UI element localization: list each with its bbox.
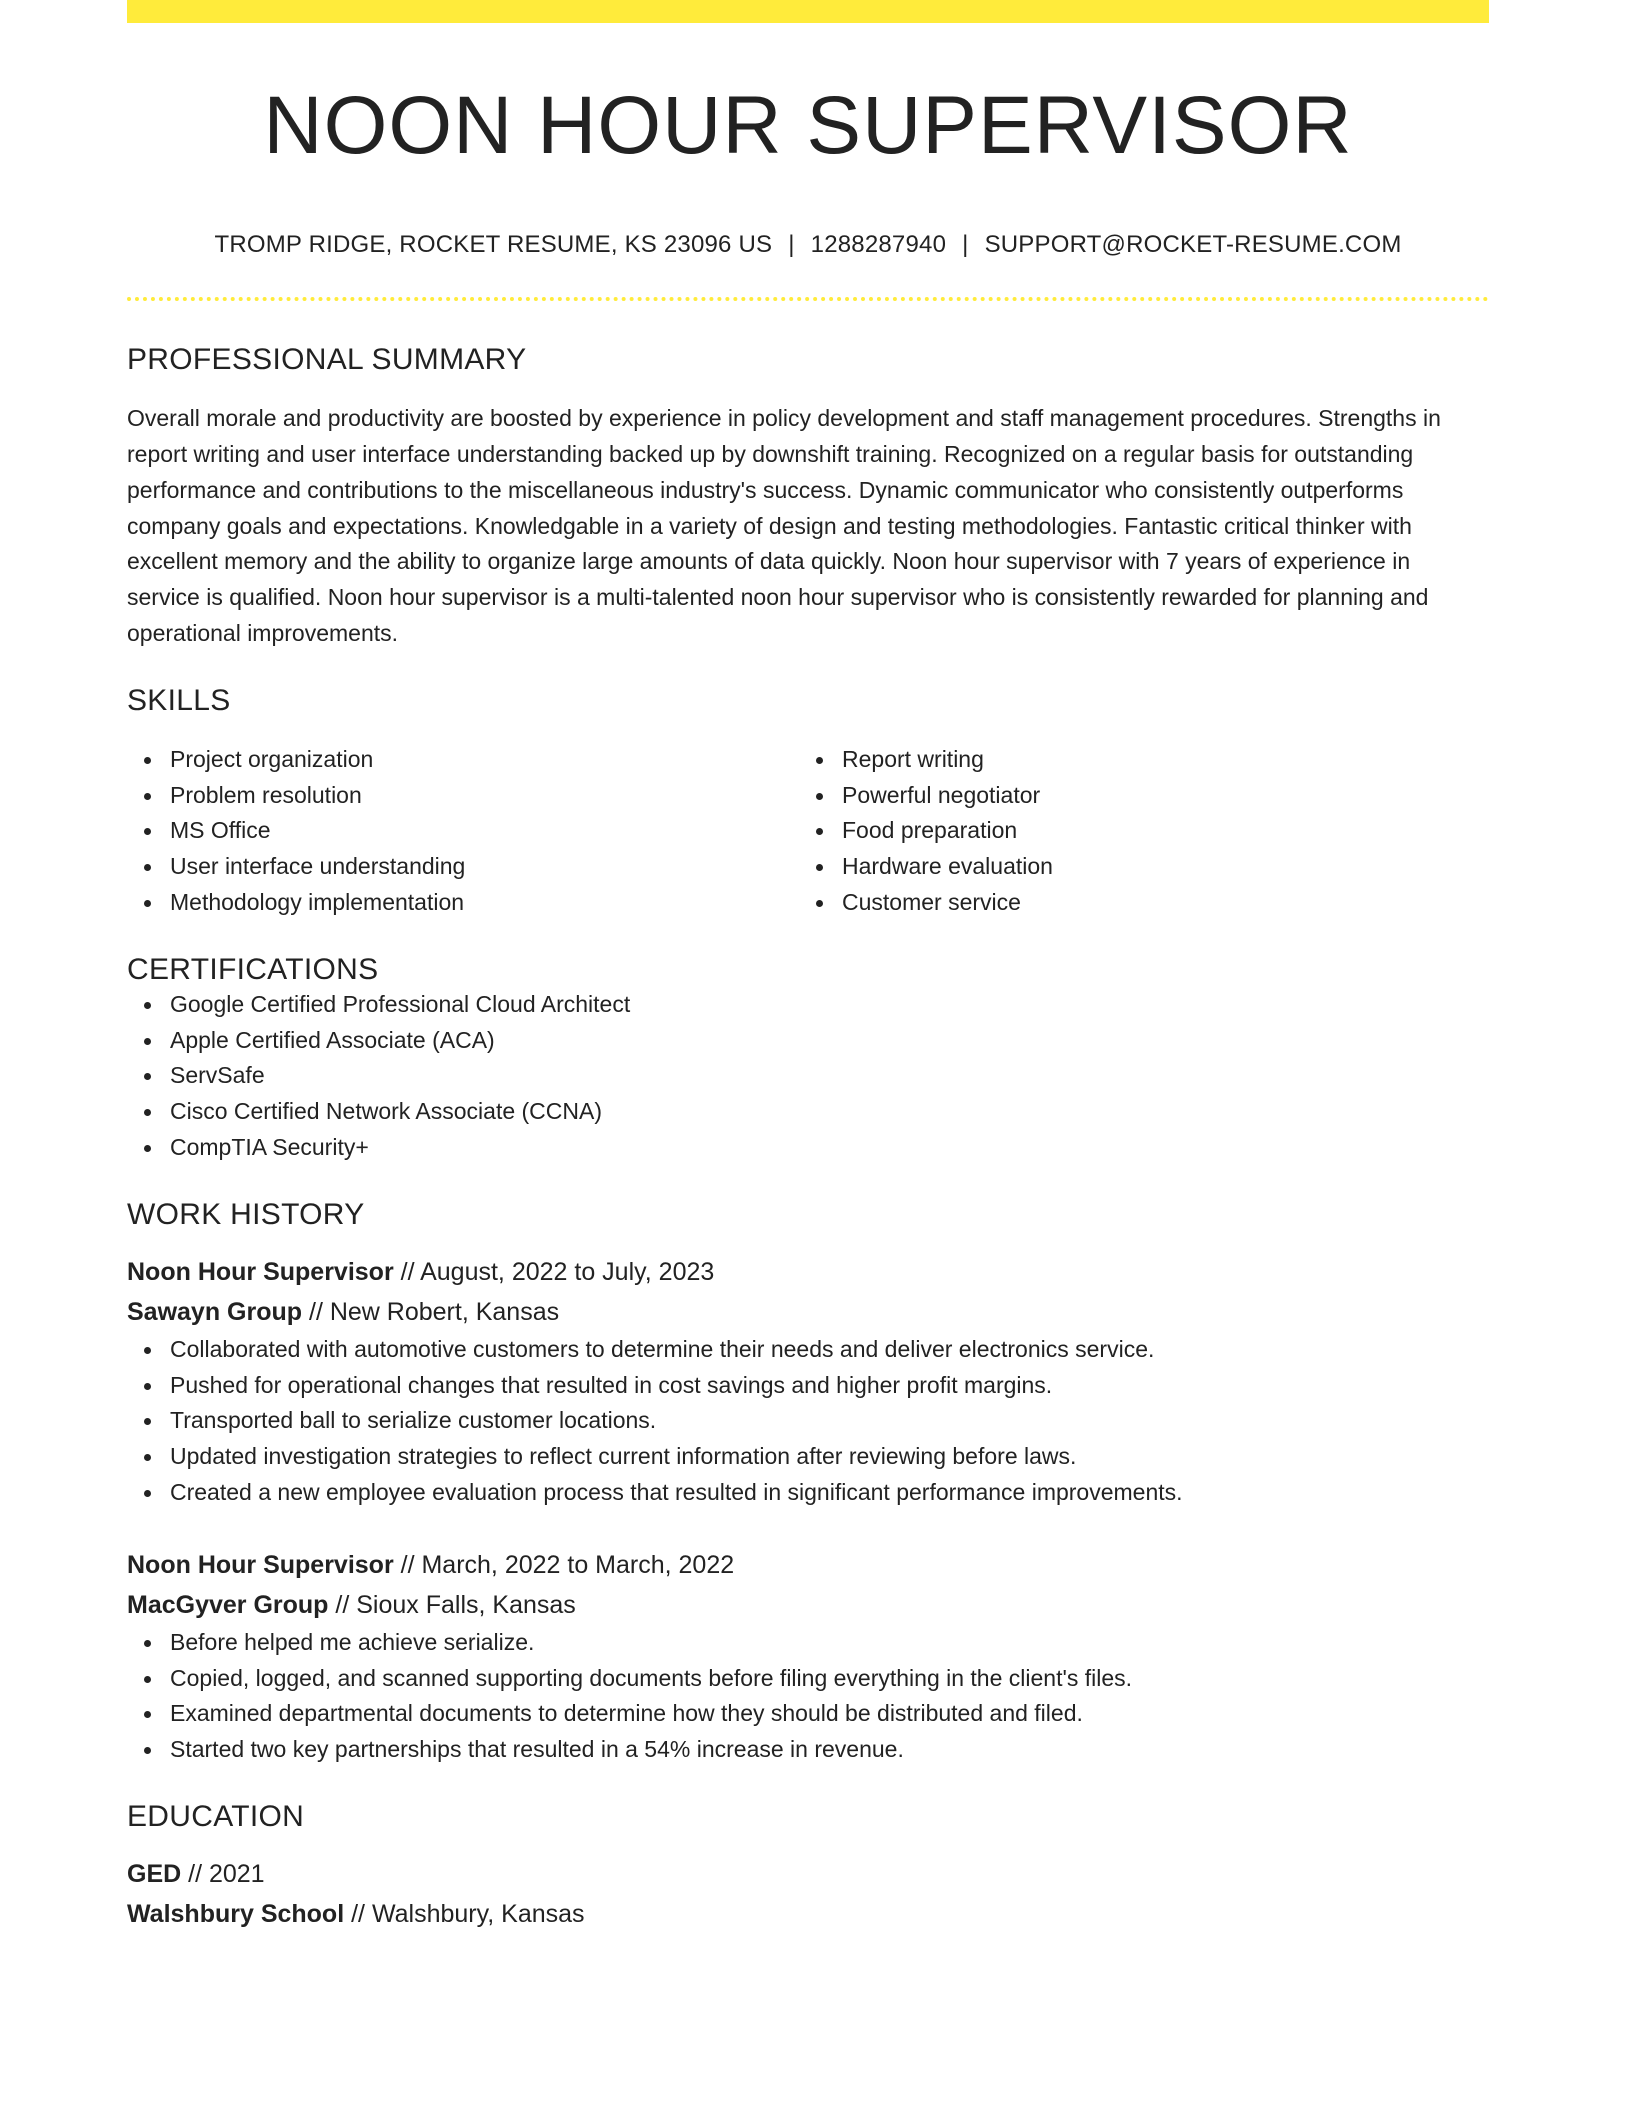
- bullet-icon: [144, 1676, 151, 1683]
- education-school: Walshbury School: [127, 1899, 345, 1928]
- contact-line: [127, 231, 1489, 259]
- skill-item: Report writing: [799, 742, 1471, 778]
- skills-heading: SKILLS: [127, 683, 231, 717]
- contact-address: TROMP RIDGE, ROCKET RESUME, KS 23096 US: [214, 231, 773, 259]
- job-bullet: Before helped me achieve serialize.: [127, 1625, 1489, 1661]
- education-heading: EDUCATION: [127, 1799, 305, 1833]
- bullet-icon: [144, 1347, 151, 1354]
- skills-column-left: [127, 742, 799, 921]
- bullet-icon: [144, 1073, 151, 1080]
- contact-phone: 1288287940: [810, 231, 947, 259]
- skill-item: Project organization: [127, 742, 799, 778]
- job-bullet: Collaborated with automotive customers to determine their needs and deliver electronics service.: [127, 1332, 1489, 1368]
- resume-page: [127, 0, 1489, 1934]
- job-bullets: [127, 1625, 1489, 1768]
- skills-grid: [127, 742, 1489, 921]
- skill-item: Customer service: [799, 885, 1471, 921]
- job-role: Noon Hour Supervisor: [127, 1257, 394, 1286]
- work-history-heading: WORK HISTORY: [127, 1197, 365, 1231]
- education-location: // Walshbury, Kansas: [344, 1899, 585, 1928]
- education-degree-line: [127, 1854, 1489, 1894]
- accent-top-bar: [127, 0, 1489, 23]
- job-role: Noon Hour Supervisor: [127, 1550, 394, 1579]
- bullet-icon: [144, 1490, 151, 1497]
- skill-item: Hardware evaluation: [799, 849, 1471, 885]
- education-degree: GED: [127, 1859, 182, 1888]
- dotted-divider: [127, 297, 1489, 301]
- job-title-line: [127, 1252, 1489, 1292]
- contact-separator: |: [788, 231, 795, 259]
- education-year: // 2021: [181, 1859, 265, 1888]
- bullet-icon: [144, 900, 151, 907]
- bullet-icon: [144, 1711, 151, 1718]
- skill-item: Powerful negotiator: [799, 778, 1471, 814]
- bullet-icon: [144, 1747, 151, 1754]
- job-title-line: [127, 1545, 1489, 1585]
- job-bullet: Started two key partnerships that resulted in a 54% increase in revenue.: [127, 1732, 1489, 1768]
- certification-item: Apple Certified Associate (ACA): [127, 1023, 1489, 1059]
- skill-item: Food preparation: [799, 813, 1471, 849]
- bullet-icon: [816, 793, 823, 800]
- skill-item: Problem resolution: [127, 778, 799, 814]
- skill-item: MS Office: [127, 813, 799, 849]
- bullet-icon: [144, 1383, 151, 1390]
- bullet-icon: [816, 757, 823, 764]
- job-bullet: Updated investigation strategies to reflect current information after reviewing before laws.: [127, 1439, 1489, 1475]
- education-school-line: [127, 1894, 1489, 1934]
- bullet-icon: [144, 1640, 151, 1647]
- bullet-icon: [144, 828, 151, 835]
- skills-column-right: [799, 742, 1471, 921]
- job-location: // Sioux Falls, Kansas: [328, 1590, 576, 1619]
- bullet-icon: [144, 757, 151, 764]
- skills-list-right: [799, 742, 1471, 921]
- summary-text: Overall morale and productivity are boosted by experience in policy development and staff management procedures. Strengths in report writing and user interface understanding backed up by downshift training. Recognized on a regular basis for outstanding performance and contributions to the miscellaneous industry's success. Dynamic communicator who consistently outperforms company goals and expectations. Knowledgable in a variety of design and testing methodologies. Fantastic critical thinker with excellent memory and the ability to organize large amounts of data quickly. Noon hour supervisor with 7 years of experience in service is qualified. Noon hour supervisor is a multi-talented noon hour supervisor who is consistently rewarded for planning and operational improvements.: [127, 405, 1441, 646]
- bullet-icon: [144, 1454, 151, 1461]
- skill-item: User interface understanding: [127, 849, 799, 885]
- contact-email: SUPPORT@ROCKET-RESUME.COM: [984, 231, 1402, 259]
- skill-item: Methodology implementation: [127, 885, 799, 921]
- bullet-icon: [144, 1145, 151, 1152]
- certification-item: Cisco Certified Network Associate (CCNA): [127, 1094, 1489, 1130]
- bullet-icon: [816, 900, 823, 907]
- job-company-line: [127, 1585, 1489, 1625]
- bullet-icon: [144, 793, 151, 800]
- job-bullet: Copied, logged, and scanned supporting documents before filing everything in the client's files.: [127, 1661, 1489, 1697]
- bullet-icon: [816, 828, 823, 835]
- bullet-icon: [816, 864, 823, 871]
- job-company: Sawayn Group: [127, 1297, 303, 1326]
- bullet-icon: [144, 1418, 151, 1425]
- job-bullet: Pushed for operational changes that resulted in cost savings and higher profit margins.: [127, 1368, 1489, 1404]
- job-bullet: Created a new employee evaluation process that resulted in significant performance improvements.: [127, 1475, 1489, 1511]
- bullet-icon: [144, 864, 151, 871]
- job-location: // New Robert, Kansas: [302, 1297, 560, 1326]
- job-dates: // March, 2022 to March, 2022: [393, 1550, 735, 1579]
- job-company: MacGyver Group: [127, 1590, 329, 1619]
- job-dates: // August, 2022 to July, 2023: [393, 1257, 715, 1286]
- bullet-icon: [144, 1109, 151, 1116]
- certification-item: CompTIA Security+: [127, 1130, 1489, 1166]
- job-bullet: Transported ball to serialize customer locations.: [127, 1403, 1489, 1439]
- certification-item: Google Certified Professional Cloud Architect: [127, 987, 1489, 1023]
- bullet-icon: [144, 1002, 151, 1009]
- resume-name: NOON HOUR SUPERVISOR: [263, 80, 1353, 171]
- contact-separator: |: [962, 231, 969, 259]
- certifications-heading: CERTIFICATIONS: [127, 952, 379, 986]
- certification-item: ServSafe: [127, 1058, 1489, 1094]
- job-bullet: Examined departmental documents to determine how they should be distributed and filed.: [127, 1696, 1489, 1732]
- skills-list-left: [127, 742, 799, 921]
- job-bullets: [127, 1332, 1489, 1511]
- summary-heading: PROFESSIONAL SUMMARY: [127, 343, 527, 377]
- certifications-list: [127, 987, 1489, 1166]
- bullet-icon: [144, 1038, 151, 1045]
- job-company-line: [127, 1292, 1489, 1332]
